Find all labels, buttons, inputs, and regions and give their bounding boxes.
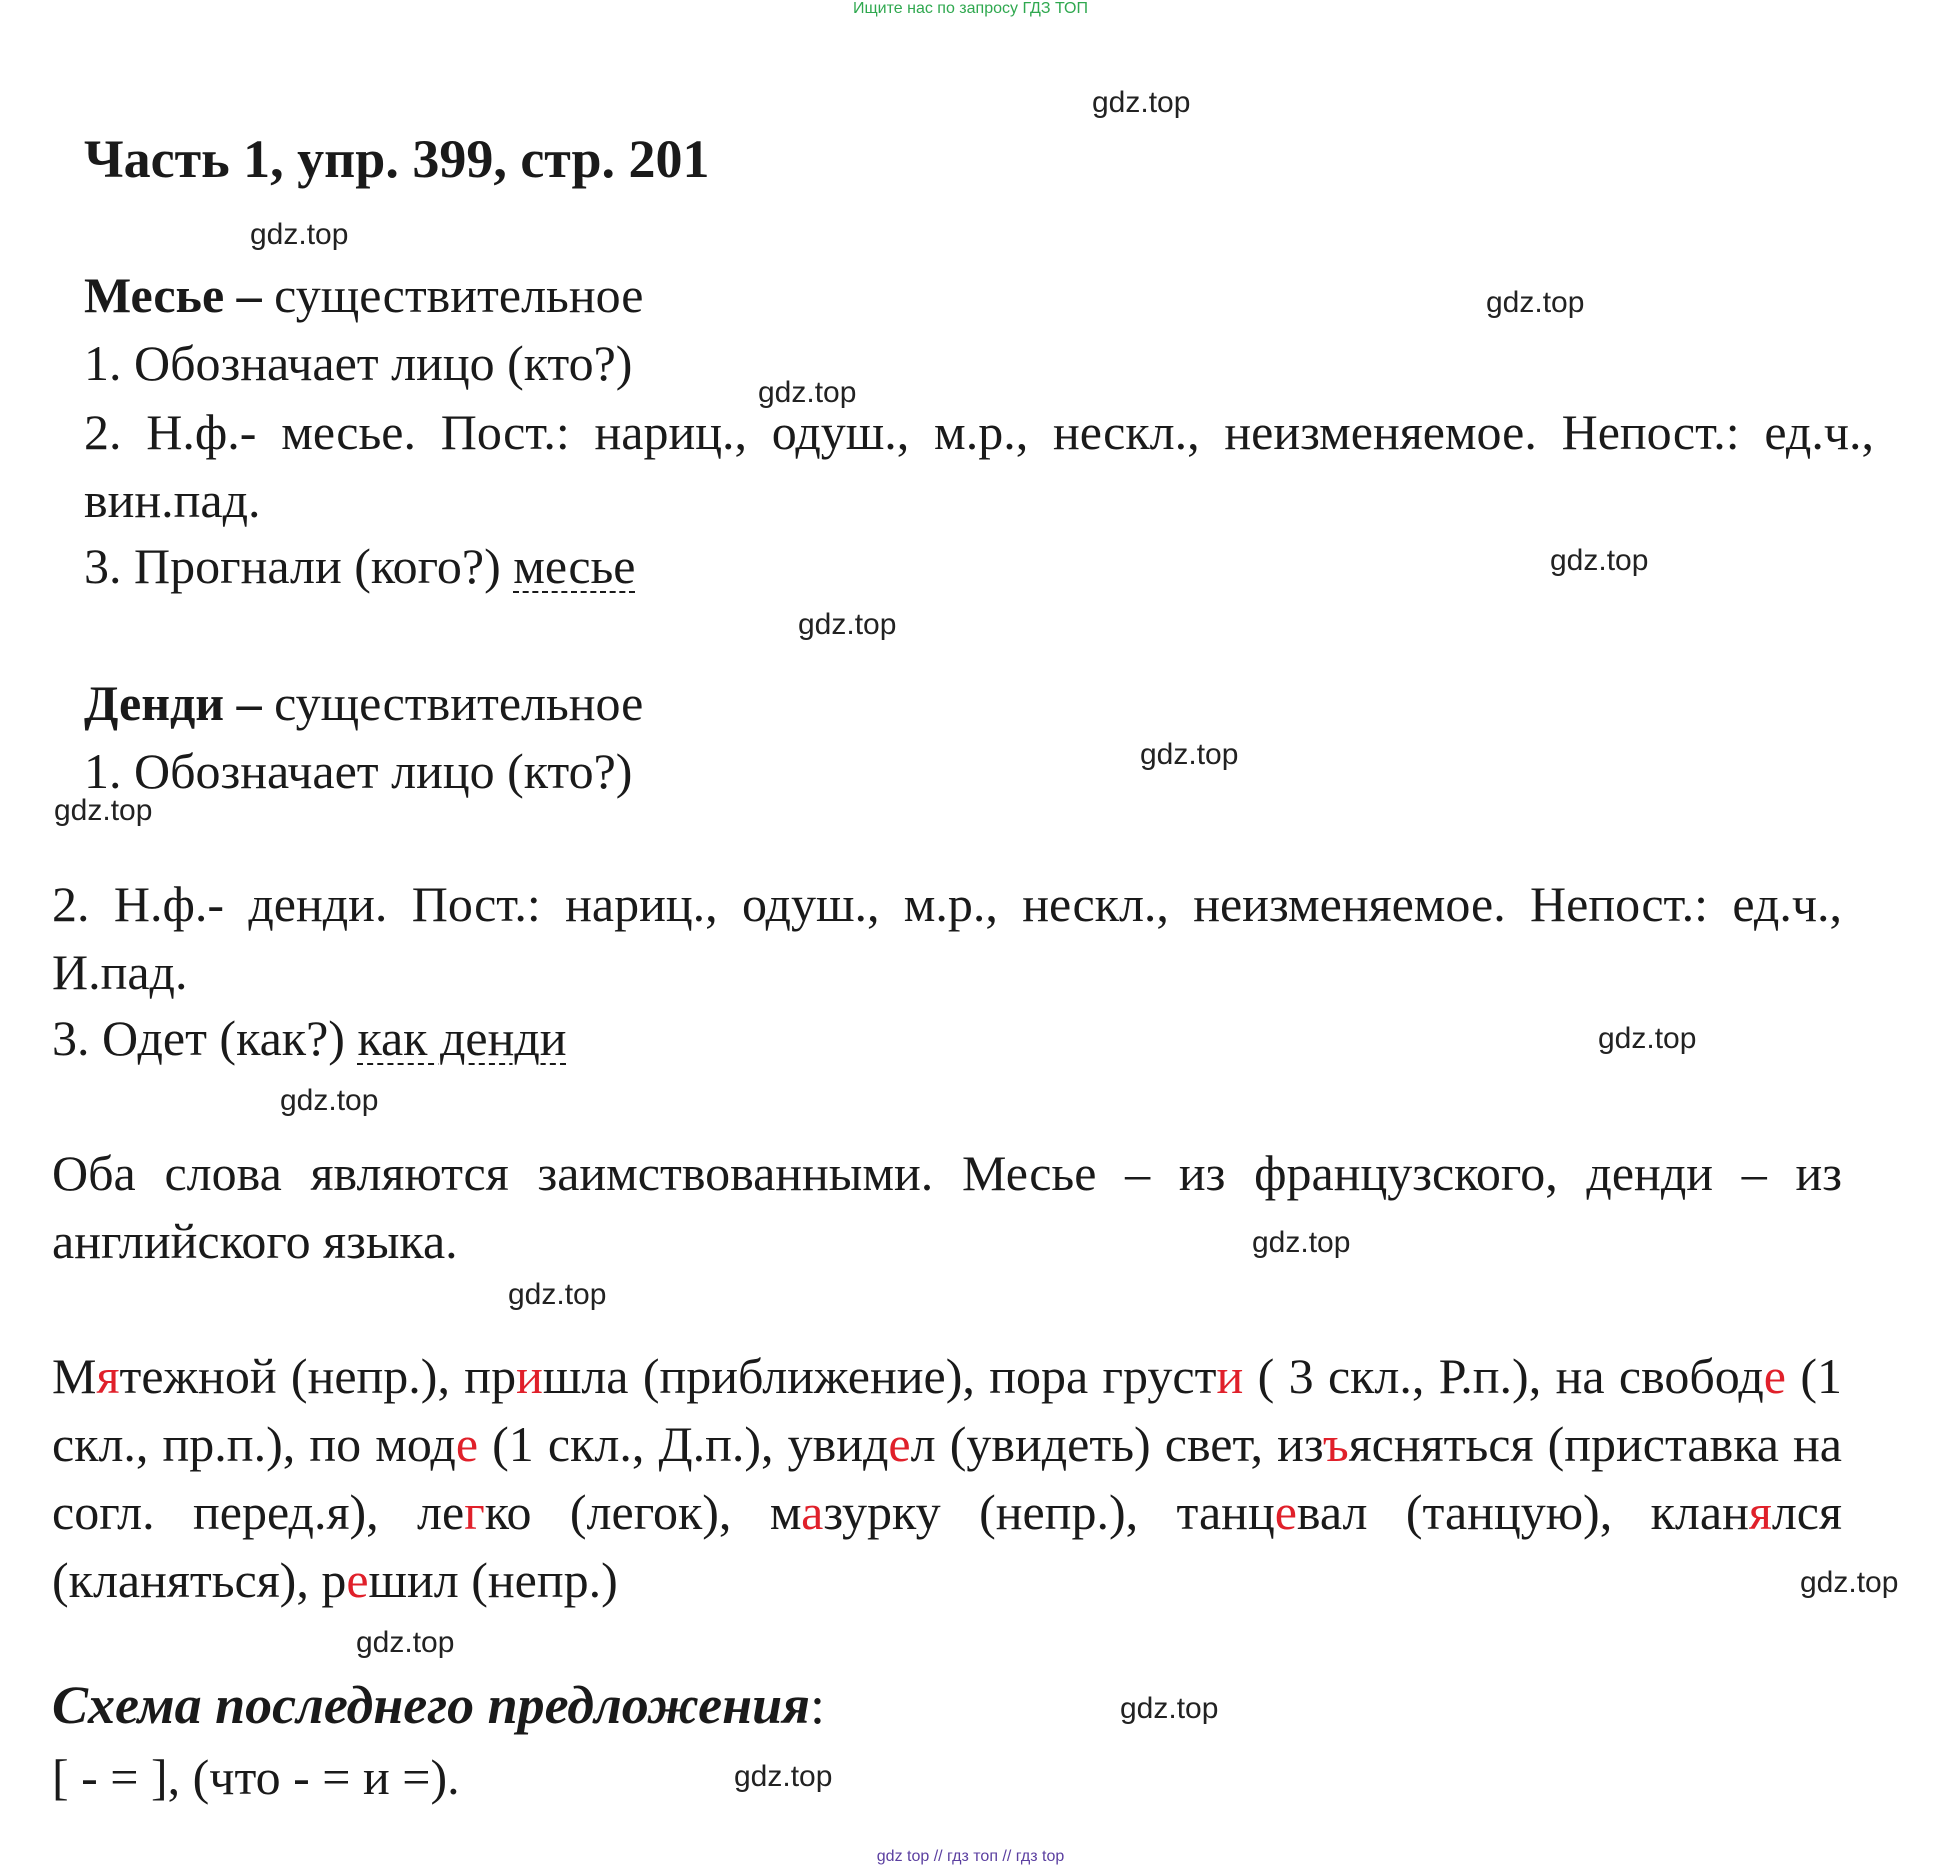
word2-heading <box>84 675 644 731</box>
watermark: gdz.top <box>734 1760 833 1793</box>
watermark: gdz.top <box>798 608 897 641</box>
scheme-label: Схема последнего предложения <box>52 1675 810 1735</box>
word2-underlined: как денди <box>357 1010 567 1066</box>
highlight-letter: г <box>464 1484 485 1540</box>
header-note: Ищите нас по запросу ГДЗ ТОП <box>853 0 1088 17</box>
watermark: gdz.top <box>758 376 857 409</box>
spelling-segment: шла (приближение), пора груст <box>542 1348 1217 1404</box>
highlight-letter: я <box>1748 1484 1772 1540</box>
word2-line2: 2. Н.ф.- денди. Пост.: нариц., одуш., м.р., нескл., неизменяемое. Непост.: ед.ч., И.пад. <box>52 876 1842 1000</box>
word2-line1: 1. Обозначает лицо (кто?) <box>84 743 633 799</box>
word2-line3 <box>52 1010 567 1066</box>
word1-name: Месье – <box>84 267 262 323</box>
word1-line3-text: 3. Прогнали (кого?) <box>84 538 514 594</box>
watermark: gdz.top <box>1800 1566 1899 1599</box>
watermark: gdz.top <box>508 1278 607 1311</box>
watermark: gdz.top <box>356 1626 455 1659</box>
spelling-segment: л (увидеть) свет, из <box>910 1416 1323 1472</box>
spelling-segment: зурку (непр.), танц <box>823 1484 1275 1540</box>
watermark: gdz.top <box>1092 86 1191 119</box>
watermark: gdz.top <box>1598 1022 1697 1055</box>
conclusion-paragraph: Оба слова являются заимствованными. Месье – из французского, денди – из английского языка. <box>52 1145 1842 1269</box>
scheme-colon: : <box>809 1675 825 1735</box>
word2-pos: существительное <box>261 675 644 731</box>
word1-pos: существительное <box>261 267 644 323</box>
spelling-segment: тежной (непр.), пр <box>119 1348 517 1404</box>
spelling-segment: ясняться (приставка на согл. перед.я), ле <box>52 1416 1843 1540</box>
highlight-letter: е <box>1274 1484 1297 1540</box>
watermark: gdz.top <box>1486 286 1585 319</box>
spelling-segment: лся (кланяться), р <box>52 1484 1842 1608</box>
page-title: Часть 1, упр. 399, стр. 201 <box>84 129 710 189</box>
highlight-letter: е <box>346 1552 369 1608</box>
scheme-formula: [ - = ], (что - = и =). <box>52 1749 460 1805</box>
watermark: gdz.top <box>1120 1692 1219 1725</box>
word2-name: Денди – <box>84 675 262 731</box>
watermark: gdz.top <box>1252 1226 1351 1259</box>
highlight-letter: ъ <box>1322 1416 1349 1472</box>
word2-line3-text: 3. Одет (как?) <box>52 1010 358 1066</box>
spelling-segment: шил (непр.) <box>368 1552 618 1608</box>
spelling-paragraph <box>52 1342 1842 1614</box>
watermark: gdz.top <box>1550 544 1649 577</box>
word1-line1: 1. Обозначает лицо (кто?) <box>84 335 633 391</box>
spelling-segment: (1 скл., пр.п.), по мод <box>52 1348 1843 1472</box>
word1-underlined: месье <box>513 538 636 594</box>
highlight-letter: е <box>455 1416 479 1472</box>
watermark: gdz.top <box>250 218 349 251</box>
word1-line2: 2. Н.ф.- месье. Пост.: нариц., одуш., м.р., нескл., неизменяемое. Непост.: ед.ч., вин.пад. <box>84 404 1874 528</box>
footer-note: gdz top // гдз топ // гдз top <box>876 1848 1065 1865</box>
highlight-letter: а <box>801 1484 824 1540</box>
highlight-letter: и <box>1216 1348 1244 1404</box>
spelling-segment: М <box>52 1348 97 1404</box>
highlight-letter: и <box>516 1348 543 1404</box>
highlight-letter: е <box>888 1416 911 1472</box>
scheme-heading <box>52 1674 825 1736</box>
watermark: gdz.top <box>280 1084 379 1117</box>
spelling-segment: ко (легок), м <box>484 1484 802 1540</box>
word1-line3 <box>84 538 636 594</box>
spelling-segment: (1 скл., Д.п.), увид <box>478 1416 889 1472</box>
watermark: gdz.top <box>54 794 153 827</box>
watermark: gdz.top <box>1140 738 1239 771</box>
word1-heading <box>84 267 644 323</box>
highlight-letter: я <box>96 1348 120 1404</box>
spelling-segment: вал (танцую), клан <box>1296 1484 1749 1540</box>
highlight-letter: е <box>1763 1348 1786 1404</box>
spelling-segment: ( 3 скл., Р.п.), на свобод <box>1243 1348 1764 1404</box>
